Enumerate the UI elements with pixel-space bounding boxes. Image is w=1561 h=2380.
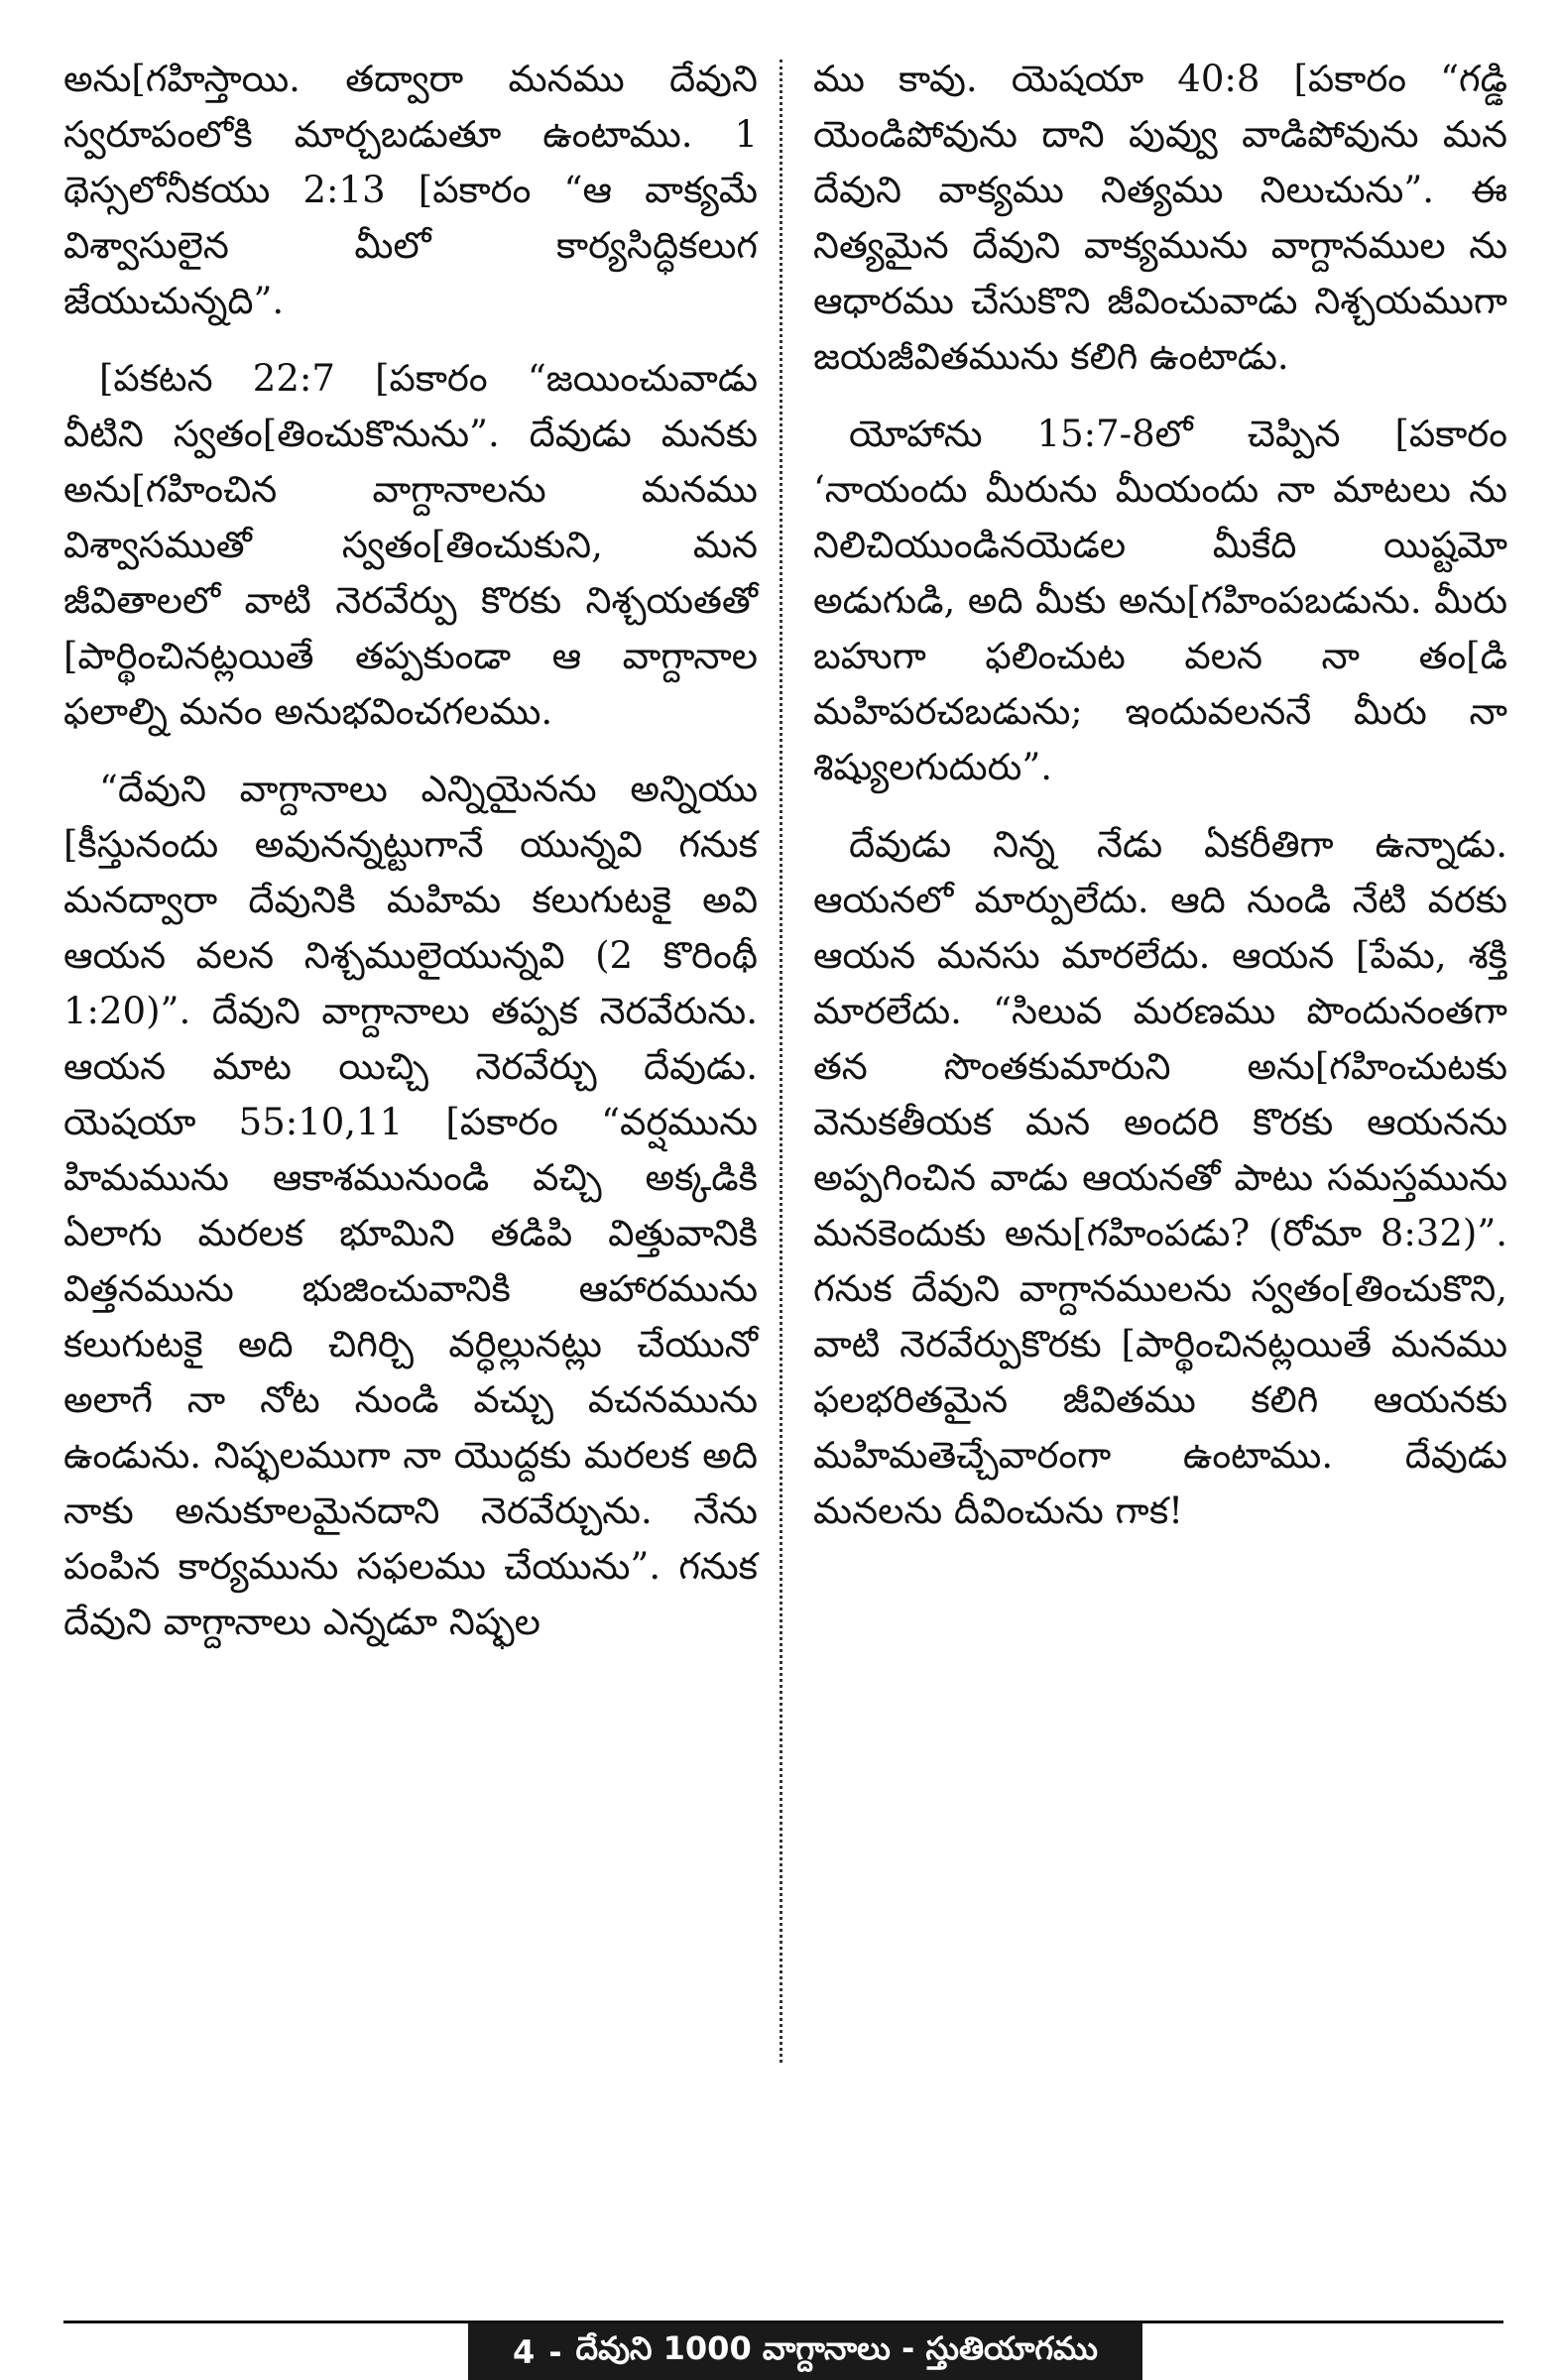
right-column [813,52,1507,1561]
left-paragraph-2: [పకటన 22:7 [పకారం “జయించువాడు వీటిని స్వతం[తించుకొనును”. దేవుడు మనకు అను[గహించిన వాగ్దానాలను మనము విశ్వాసముతో స్వతం[తించుకుని, మన జీవితాలలో వాటి నెరవేర్పు కొరకు నిశ్చయతతో [పార్థించినట్లయితే తప్పకుండా ఆ వాగ్దానాల ఫలాల్ని మనం అనుభవించగలము. [63,357,758,733]
book-title: దేవుని 1000 వాగ్దానాలు - స్తుతియాగము [575,2328,1099,2367]
left-paragraph-1: అను[గహిస్తాయి. తద్వారా మనము దేవుని స్వరూపంలోకి మార్చబడుతూ ఉంటాము. 1 థెస్సలోనీకయు 2:13 [పకారం “ఆ వాక్యమే విశ్వాసులైన మీలో కార్యసిద్ధికలుగ జేయుచున్నది”. [63,58,758,322]
column-divider [780,60,782,2063]
left-paragraph-3: “దేవుని వాగ్దానాలు ఎన్నియైనను అన్నియు [కీస్తునందు అవునన్నట్టుగానే యున్నవి గనుక మనద్వారా దేవునికి మహిమ కలుగుటకై అవి ఆయన వలన నిశ్చములైయున్నవి (2 కొరింథీ 1:20)”. దేవుని వాగ్దానాలు తప్పక నెరవేరును. ఆయన మాట యిచ్చి నెరవేర్చు దేవుడు. యెషయా 55:10,11 [పకారం “వర్షమును హిమమును ఆకాశమునుండి వచ్చి అక్కడికి ఏలాగు మరలక భూమిని తడిపి విత్తువానికి విత్తనమును భుజించువానికి ఆహారమును కలుగుటకై అది చిగిర్చి వర్ధిల్లునట్లు చేయునో అలాగే నా నోట నుండి వచ్చు వచనమును ఉండును. నిష్ఫలముగా నా యొద్దకు మరలక అది నాకు అనుకూలమైనదాని నెరవేర్చును. నేను పంపిన కార్యమును సఫలము చేయును”. గనుక దేవుని వాగ్దానాలు ఎన్నడూ నిష్ఫల [63,768,758,1643]
left-column [63,52,758,1672]
right-paragraph-continuation: ము కావు. యెషయా 40:8 [పకారం “గడ్డి యెండిపోవును దాని పువ్వు వాడిపోవును మన దేవుని వాక్యము నిత్యము నిలుచును”. ఈ నిత్యమైన దేవుని వాక్యమును వాగ్దానముల ను ఆధారము చేసుకొని జీవించువాడు నిశ్చయముగా జయజీవితమును కలిగి ఉంటాడు. [813,58,1507,378]
footer-banner [468,2323,1142,2380]
right-paragraph-2: దేవుడు నిన్న నేడు ఏకరీతిగా ఉన్నాడు. ఆయనలో మార్పులేదు. ఆది నుండి నేటి వరకు ఆయన మనసు మారలేదు. ఆయన [పేమ, శక్తి మారలేదు. “సిలువ మరణము పొందునంతగా తన సొంతకుమారుని అను[గహించుటకు వెనుకతీయక మన అందరి కొరకు ఆయనను అప్పగించిన వాడు ఆయనతో పాటు సమస్తమును మనకెందుకు అను[గహింపడు? (రోమా 8:32)”. గనుక దేవుని వాగ్దానములను స్వతం[తించుకొని, వాటి నెరవేర్పుకొరకు [పార్థించినట్లయితే మనము ఫలభరితమైన జీవితము కలిగి ఆయనకు మహిమతెచ్చేవారంగా ఉంటాము. దేవుడు మనలను దీవించును గాక! [813,823,1507,1532]
right-paragraph-1: యోహాను 15:7-8లో చెప్పిన [పకారం ‘నాయందు మీరును మీయందు నా మాటలు ను నిలిచియుండినయెడల మీకేది యిష్టమో అడుగుడి, అది మీకు అను[గహింపబడును. మీరు బహుగా ఫలించుట వలన నా తం[డి మహిపరచబడును; ఇందువలననే మీరు నా శిష్యులగుదురు”. [813,413,1507,788]
page-number: 4 [512,2332,536,2371]
footer-separator: - [548,2332,562,2371]
